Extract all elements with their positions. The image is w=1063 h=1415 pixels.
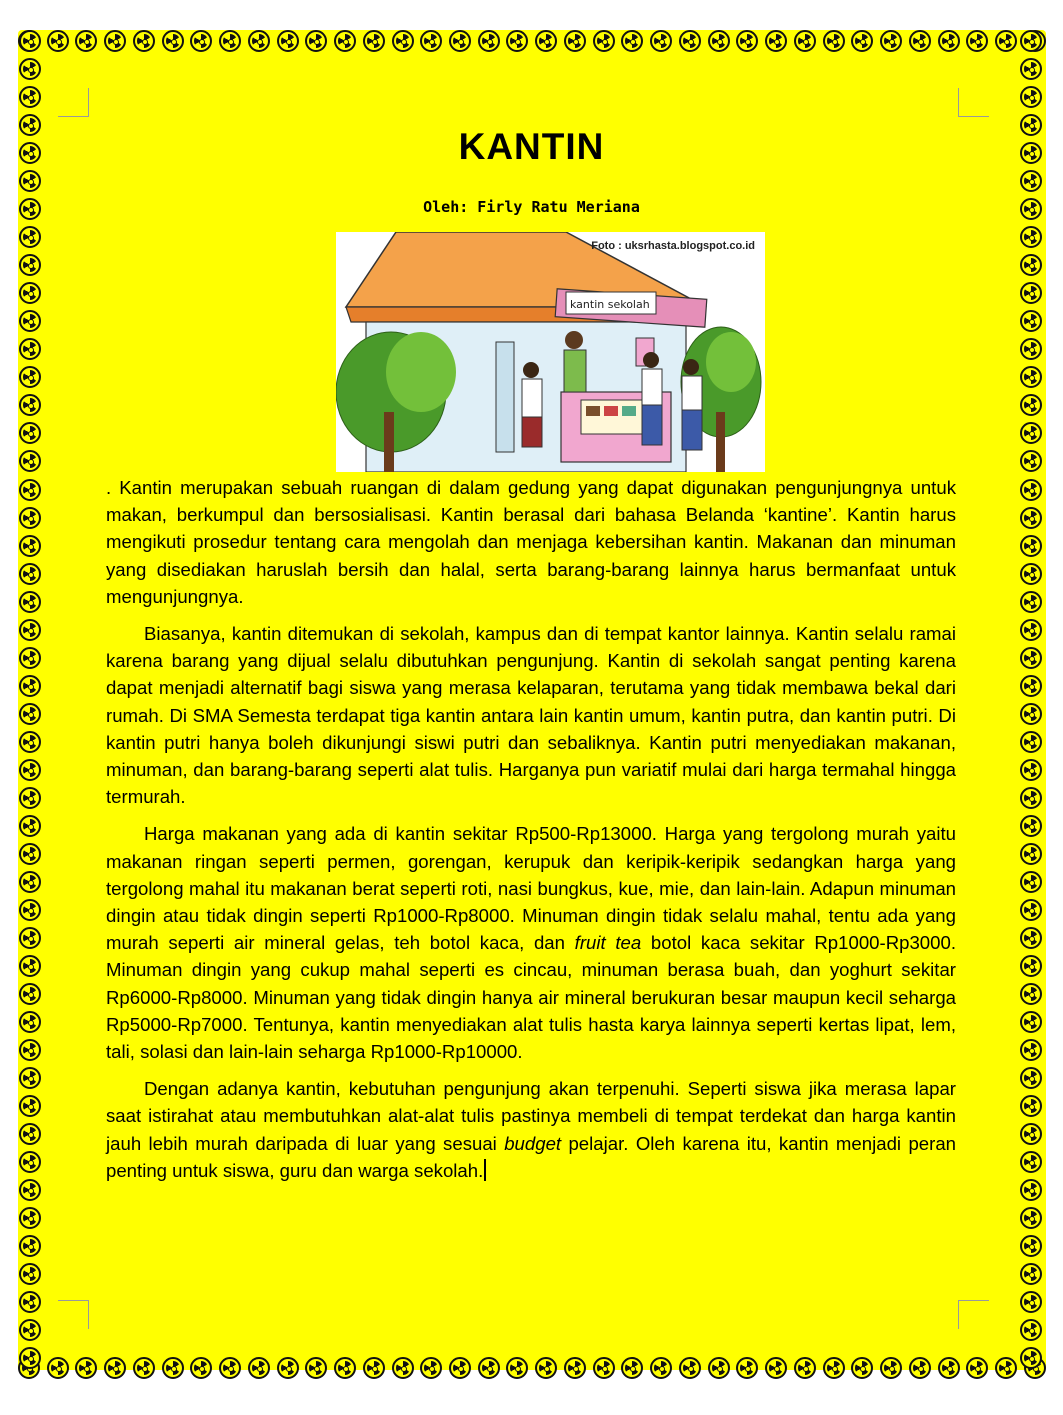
radiation-symbol-icon (19, 1151, 41, 1173)
paragraph-text: botol kaca sekitar Rp1000-Rp3000. Minuman dingin yang cukup mahal seperti es cincau, minuman berasa buah, dan yoghurt sekitar Rp6000-Rp8000. Minuman yang tidak dingin hanya air mineral berukuran besar maupun kecil seharga Rp5000-Rp7000. Tentunya, kantin menyediakan alat tulis hasta karya lainnya seperti kertas lipat, lem, tali, solasi dan lain-lain seharga Rp1000-Rp10000. (106, 932, 956, 1063)
radiation-symbol-icon (1020, 86, 1042, 108)
radiation-symbol-icon (1020, 1123, 1042, 1145)
paragraph (106, 820, 956, 1065)
radiation-symbol-icon (736, 30, 758, 52)
border-right (1020, 30, 1046, 1370)
radiation-symbol-icon (19, 1319, 41, 1341)
radiation-symbol-icon (506, 1357, 528, 1379)
radiation-symbol-icon (909, 30, 931, 52)
radiation-symbol-icon (535, 30, 557, 52)
radiation-symbol-icon (19, 450, 41, 472)
radiation-symbol-icon (19, 86, 41, 108)
radiation-symbol-icon (650, 30, 672, 52)
radiation-symbol-icon (162, 30, 184, 52)
radiation-symbol-icon (392, 1357, 414, 1379)
radiation-symbol-icon (506, 30, 528, 52)
radiation-symbol-icon (1020, 927, 1042, 949)
radiation-symbol-icon (133, 1357, 155, 1379)
document-body (106, 474, 956, 1194)
radiation-symbol-icon (938, 1357, 960, 1379)
radiation-symbol-icon (19, 759, 41, 781)
radiation-symbol-icon (19, 422, 41, 444)
radiation-symbol-icon (19, 366, 41, 388)
radiation-symbol-icon (593, 1357, 615, 1379)
radiation-symbol-icon (909, 1357, 931, 1379)
margin-mark-top-right (958, 88, 989, 117)
radiation-symbol-icon (1020, 479, 1042, 501)
radiation-symbol-icon (19, 507, 41, 529)
radiation-symbol-icon (363, 1357, 385, 1379)
canteen-illustration (336, 232, 765, 472)
radiation-symbol-icon (1020, 731, 1042, 753)
radiation-symbol-icon (19, 619, 41, 641)
radiation-symbol-icon (1020, 843, 1042, 865)
radiation-symbol-icon (938, 30, 960, 52)
radiation-symbol-icon (190, 30, 212, 52)
radiation-symbol-icon (248, 1357, 270, 1379)
radiation-symbol-icon (1020, 1011, 1042, 1033)
radiation-symbol-icon (1020, 535, 1042, 557)
radiation-symbol-icon (880, 1357, 902, 1379)
radiation-symbol-icon (880, 30, 902, 52)
italic-text: budget (504, 1132, 562, 1154)
photo-caption: Foto : uksrhasta.blogspot.co.id (591, 240, 755, 252)
radiation-symbol-icon (19, 871, 41, 893)
radiation-symbol-icon (19, 1011, 41, 1033)
radiation-symbol-icon (1020, 170, 1042, 192)
canteen-drawing (336, 232, 765, 472)
radiation-symbol-icon (1020, 282, 1042, 304)
text-cursor (484, 1159, 486, 1181)
radiation-symbol-icon (19, 899, 41, 921)
paragraph-text: . Kantin merupakan sebuah ruangan di dalam gedung yang dapat digunakan pengunjungnya untuk makan, berkumpul dan bersosialisasi. Kantin berasal dari bahasa Belanda ‘kantine’. Kantin harus mengikuti prosedur tentang cara mengolah dan menjaga kebersihan kantin. Makanan dan minuman yang disediakan haruslah bersih dan halal, serta barang-barang lainnya harus bermanfaat untuk mengunjungnya. (106, 477, 956, 607)
radiation-symbol-icon (1020, 815, 1042, 837)
radiation-symbol-icon (1020, 1291, 1042, 1313)
radiation-symbol-icon (449, 1357, 471, 1379)
radiation-symbol-icon (765, 1357, 787, 1379)
radiation-symbol-icon (1020, 619, 1042, 641)
paragraph-text: pelajar. Oleh karena itu, kantin menjadi peran penting untuk siswa, guru dan warga sekolah. (106, 1132, 956, 1181)
radiation-symbol-icon (1020, 1263, 1042, 1285)
radiation-symbol-icon (679, 30, 701, 52)
radiation-symbol-icon (162, 1357, 184, 1379)
radiation-symbol-icon (19, 647, 41, 669)
radiation-symbol-icon (593, 30, 615, 52)
document-title: KANTIN (458, 126, 605, 167)
radiation-symbol-icon (19, 1235, 41, 1257)
radiation-symbol-icon (765, 30, 787, 52)
radiation-symbol-icon (1020, 310, 1042, 332)
radiation-symbol-icon (277, 30, 299, 52)
radiation-symbol-icon (19, 479, 41, 501)
radiation-symbol-icon (19, 1291, 41, 1313)
radiation-symbol-icon (1020, 450, 1042, 472)
canteen-sign: kantin sekolah (570, 298, 650, 311)
radiation-symbol-icon (19, 1207, 41, 1229)
radiation-symbol-icon (420, 1357, 442, 1379)
radiation-symbol-icon (190, 1357, 212, 1379)
radiation-symbol-icon (1020, 703, 1042, 725)
radiation-symbol-icon (19, 1123, 41, 1145)
radiation-symbol-icon (19, 815, 41, 837)
paragraph (106, 474, 956, 610)
radiation-symbol-icon (1020, 254, 1042, 276)
radiation-symbol-icon (794, 1357, 816, 1379)
radiation-symbol-icon (219, 1357, 241, 1379)
radiation-symbol-icon (1020, 1207, 1042, 1229)
radiation-symbol-icon (19, 1067, 41, 1089)
radiation-symbol-icon (219, 30, 241, 52)
radiation-symbol-icon (1020, 1319, 1042, 1341)
radiation-symbol-icon (621, 1357, 643, 1379)
radiation-symbol-icon (1020, 787, 1042, 809)
radiation-symbol-icon (19, 394, 41, 416)
radiation-symbol-icon (478, 30, 500, 52)
radiation-symbol-icon (19, 30, 41, 52)
radiation-symbol-icon (1020, 58, 1042, 80)
radiation-symbol-icon (19, 843, 41, 865)
radiation-symbol-icon (19, 254, 41, 276)
radiation-symbol-icon (1020, 1067, 1042, 1089)
radiation-symbol-icon (1020, 591, 1042, 613)
radiation-symbol-icon (392, 30, 414, 52)
radiation-symbol-icon (650, 1357, 672, 1379)
radiation-symbol-icon (19, 731, 41, 753)
radiation-symbol-icon (133, 30, 155, 52)
radiation-symbol-icon (1020, 30, 1042, 52)
radiation-symbol-icon (1020, 226, 1042, 248)
radiation-symbol-icon (19, 338, 41, 360)
radiation-symbol-icon (535, 1357, 557, 1379)
radiation-symbol-icon (1020, 1347, 1042, 1369)
paragraph (106, 620, 956, 810)
radiation-symbol-icon (334, 30, 356, 52)
radiation-symbol-icon (1020, 338, 1042, 360)
radiation-symbol-icon (19, 170, 41, 192)
radiation-symbol-icon (19, 282, 41, 304)
radiation-symbol-icon (19, 1179, 41, 1201)
margin-mark-top-left (58, 88, 89, 117)
radiation-symbol-icon (1020, 366, 1042, 388)
document-author: Oleh: Firly Ratu Meriana (423, 198, 640, 216)
paragraph-text: Biasanya, kantin ditemukan di sekolah, kampus dan di tempat kantor lainnya. Kantin selalu ramai karena barang yang dijual selalu dibutuhkan pengunjung. Kantin di sekolah sangat penting karena dapat menjadi alternatif bagi siswa yang merasa kelaparan, terutama yang tidak membawa bekal dari rumah. Di SMA Semesta terdapat tiga kantin antara lain kantin umum, kantin putra, dan kantin putri. Di kantin putri hanya boleh dikunjungi siswi putri dan sebaliknya. Kantin putri menyediakan makanan, minuman, dan barang-barang seperti alat tulis. Harganya pun variatif mulai dari harga termahal hingga termurah. (106, 623, 956, 808)
italic-text: fruit tea (574, 932, 642, 954)
margin-mark-bottom-left (58, 1300, 89, 1329)
radiation-symbol-icon (19, 703, 41, 725)
radiation-symbol-icon (564, 30, 586, 52)
border-left (19, 30, 45, 1370)
radiation-symbol-icon (1020, 1095, 1042, 1117)
radiation-symbol-icon (19, 1347, 41, 1369)
radiation-symbol-icon (334, 1357, 356, 1379)
radiation-symbol-icon (679, 1357, 701, 1379)
border-bottom (18, 1357, 1046, 1383)
radiation-symbol-icon (19, 535, 41, 557)
radiation-symbol-icon (823, 1357, 845, 1379)
radiation-symbol-icon (19, 310, 41, 332)
radiation-symbol-icon (1020, 983, 1042, 1005)
radiation-symbol-icon (1020, 759, 1042, 781)
radiation-symbol-icon (1020, 675, 1042, 697)
radiation-symbol-icon (19, 955, 41, 977)
paragraph-text: Dengan adanya kantin, kebutuhan pengunjung akan terpenuhi. Seperti siswa jika merasa lapar saat istirahat atau membutuhkan alat-alat tulis pastinya membeli di tempat terdekat dan harga kantin jauh lebih murah daripada di luar yang sesuai (106, 1078, 956, 1154)
radiation-symbol-icon (305, 30, 327, 52)
radiation-symbol-icon (794, 30, 816, 52)
radiation-symbol-icon (1020, 899, 1042, 921)
radiation-symbol-icon (277, 1357, 299, 1379)
radiation-symbol-icon (19, 1095, 41, 1117)
radiation-symbol-icon (19, 1263, 41, 1285)
radiation-symbol-icon (75, 30, 97, 52)
radiation-symbol-icon (75, 1357, 97, 1379)
margin-mark-bottom-right (958, 1300, 989, 1329)
radiation-symbol-icon (363, 30, 385, 52)
radiation-symbol-icon (1020, 507, 1042, 529)
radiation-symbol-icon (420, 30, 442, 52)
radiation-symbol-icon (966, 1357, 988, 1379)
radiation-symbol-icon (19, 983, 41, 1005)
radiation-symbol-icon (966, 30, 988, 52)
radiation-symbol-icon (851, 1357, 873, 1379)
paragraph-text: Harga makanan yang ada di kantin sekitar Rp500-Rp13000. Harga yang tergolong murah yaitu makanan ringan seperti permen, gorengan, kerupuk dan keripik-keripik sedangkan harga yang tergolong mahal itu makanan berat seperti roti, nasi bungkus, kue, mie, dan lain-lain. Adapun minuman dingin atau tidak dingin seperti Rp1000-Rp8000. Minuman dingin tidak selalu mahal, tentu ada yang murah seperti air mineral gelas, teh botol kaca, dan (106, 823, 956, 954)
radiation-symbol-icon (1020, 647, 1042, 669)
radiation-symbol-icon (621, 30, 643, 52)
border-top (18, 30, 1046, 56)
radiation-symbol-icon (1020, 1179, 1042, 1201)
radiation-symbol-icon (19, 927, 41, 949)
radiation-symbol-icon (708, 30, 730, 52)
radiation-symbol-icon (19, 58, 41, 80)
radiation-symbol-icon (104, 1357, 126, 1379)
radiation-symbol-icon (19, 563, 41, 585)
radiation-symbol-icon (449, 30, 471, 52)
radiation-symbol-icon (19, 787, 41, 809)
radiation-symbol-icon (708, 1357, 730, 1379)
radiation-symbol-icon (305, 1357, 327, 1379)
radiation-symbol-icon (995, 30, 1017, 52)
radiation-symbol-icon (1020, 394, 1042, 416)
radiation-symbol-icon (564, 1357, 586, 1379)
radiation-symbol-icon (19, 591, 41, 613)
radiation-symbol-icon (736, 1357, 758, 1379)
radiation-symbol-icon (1020, 871, 1042, 893)
radiation-symbol-icon (19, 226, 41, 248)
radiation-symbol-icon (851, 30, 873, 52)
radiation-symbol-icon (478, 1357, 500, 1379)
radiation-symbol-icon (104, 30, 126, 52)
radiation-symbol-icon (823, 30, 845, 52)
radiation-symbol-icon (1020, 955, 1042, 977)
radiation-symbol-icon (47, 30, 69, 52)
radiation-symbol-icon (248, 30, 270, 52)
radiation-symbol-icon (19, 1039, 41, 1061)
radiation-symbol-icon (1020, 1039, 1042, 1061)
radiation-symbol-icon (995, 1357, 1017, 1379)
radiation-symbol-icon (1020, 1235, 1042, 1257)
radiation-symbol-icon (19, 675, 41, 697)
radiation-symbol-icon (47, 1357, 69, 1379)
paragraph (106, 1075, 956, 1184)
radiation-symbol-icon (1020, 422, 1042, 444)
radiation-symbol-icon (1020, 1151, 1042, 1173)
radiation-symbol-icon (1020, 563, 1042, 585)
